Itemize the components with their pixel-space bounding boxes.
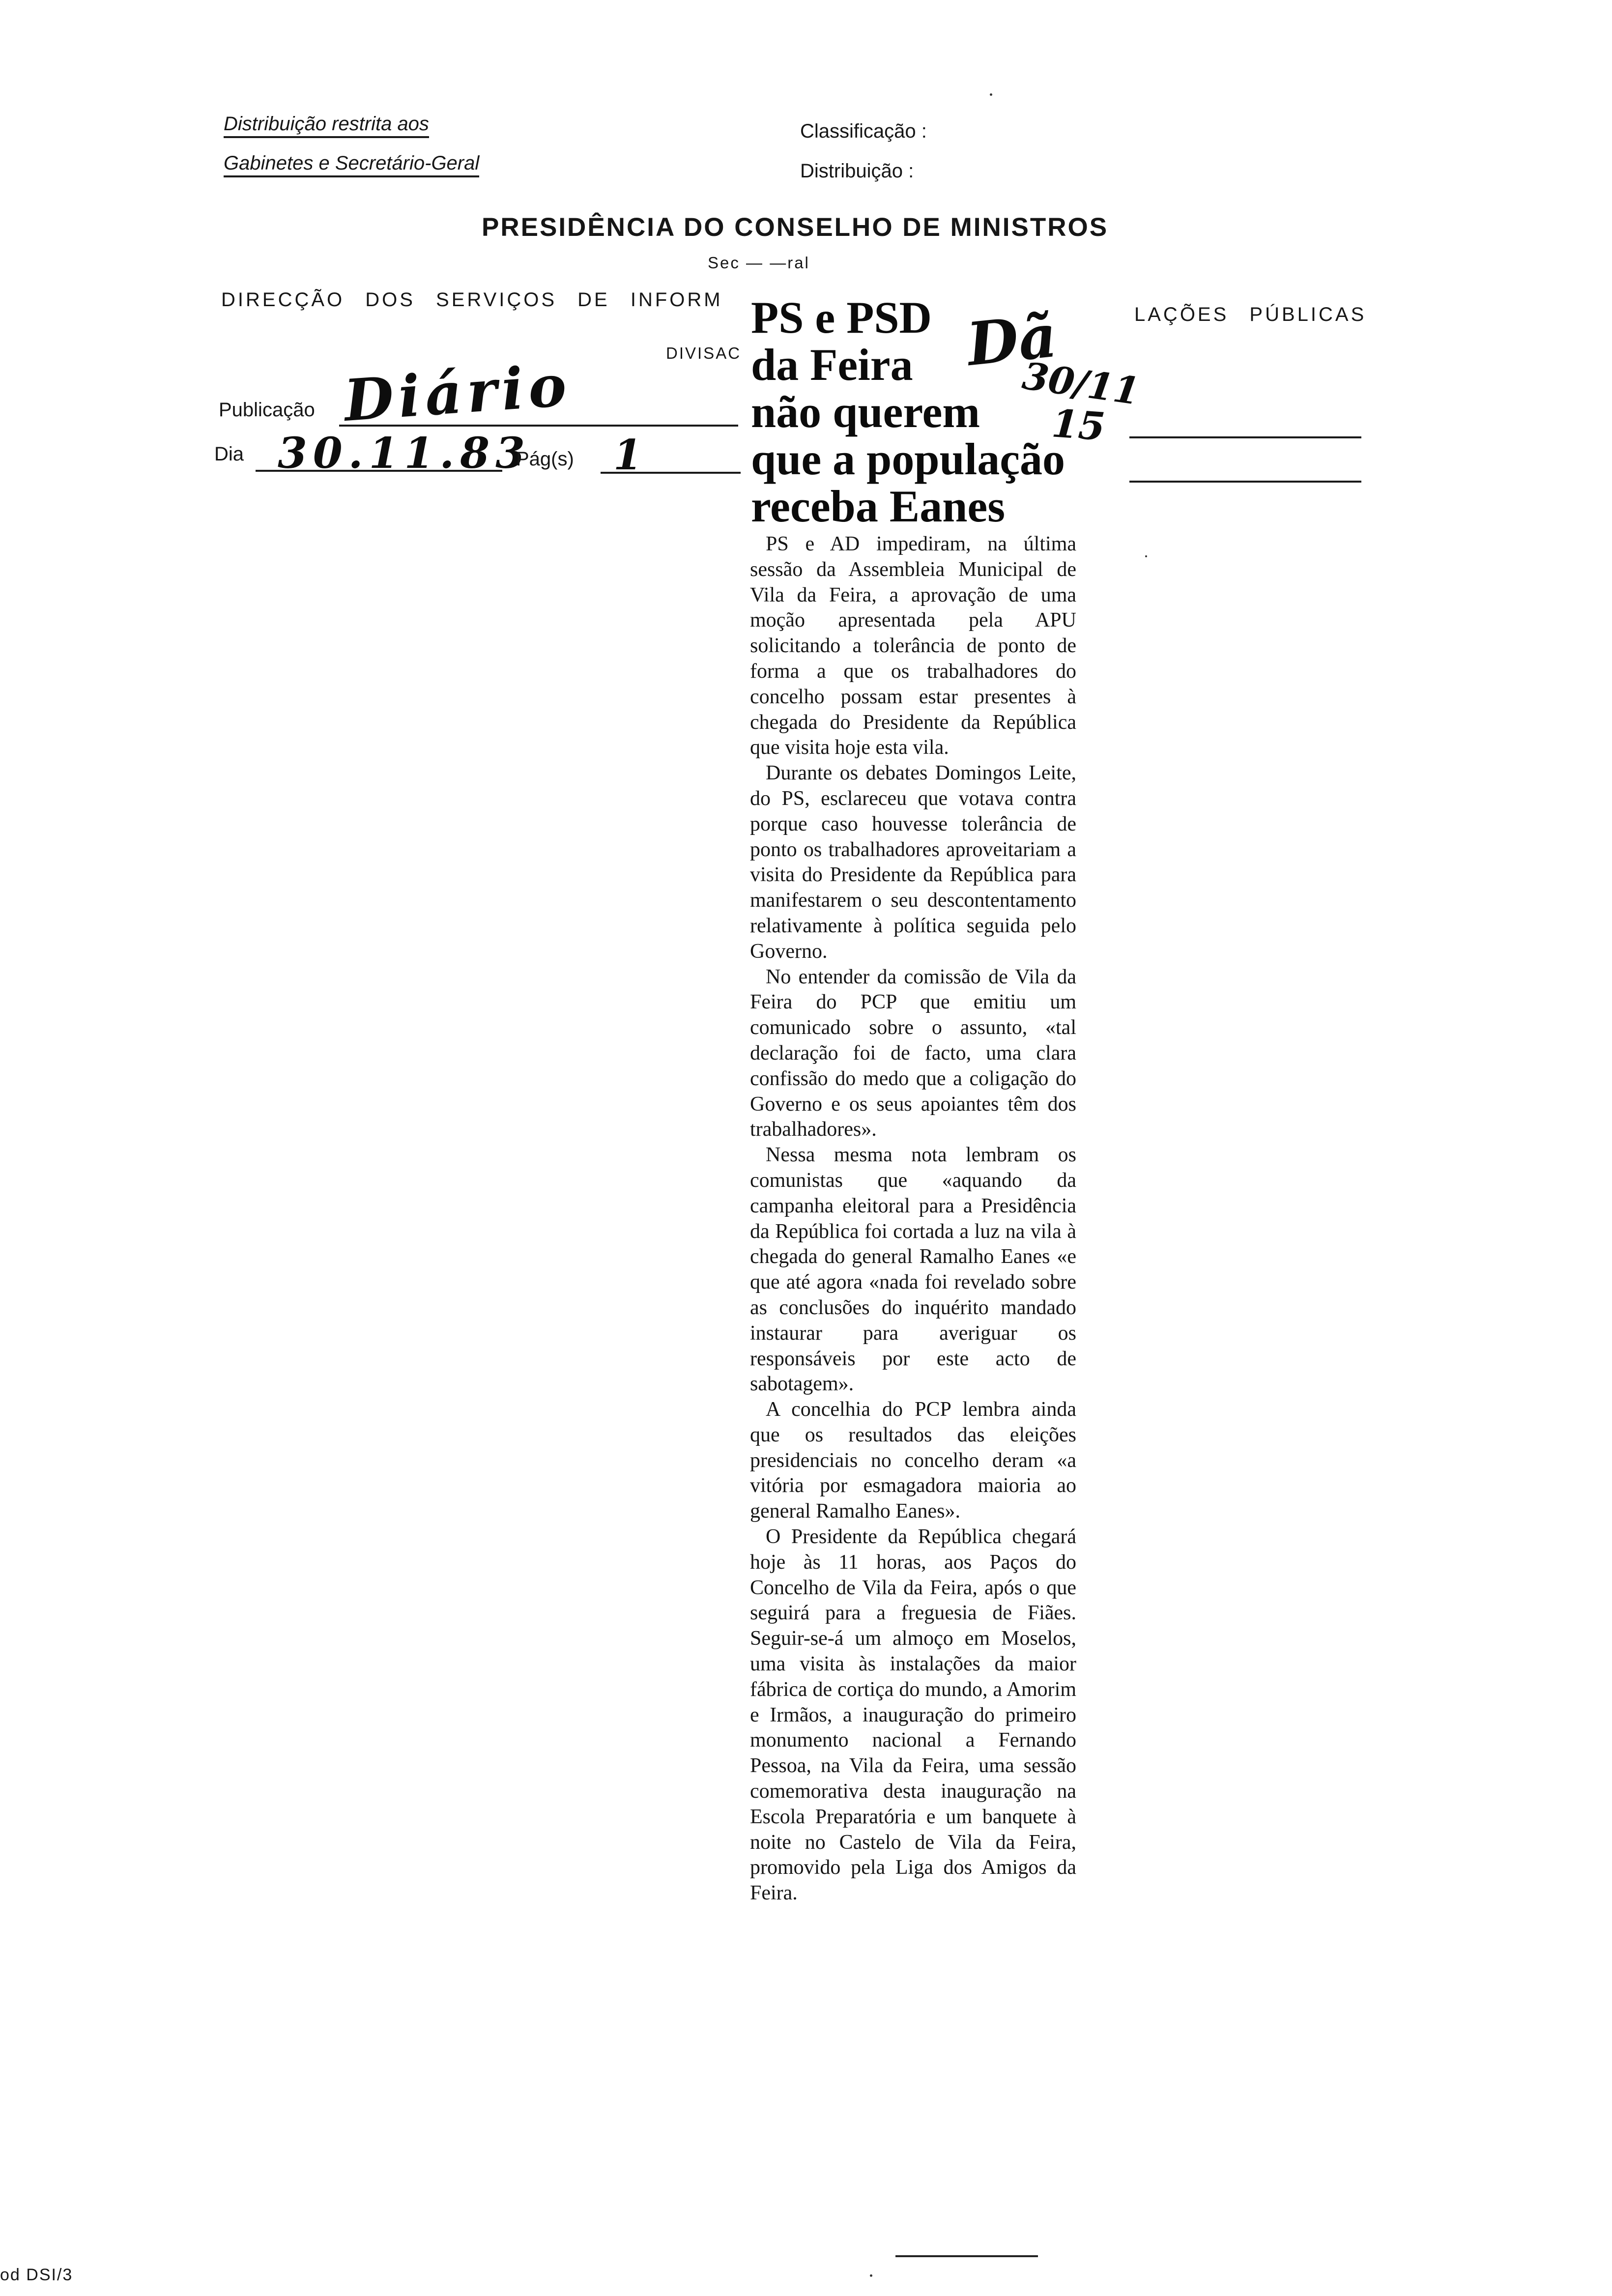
article-paragraph-3: No entender da comissão de Vila da Feira do PCP que emitiu um comunicado sobre o assunto, «tal declaração foi de facto, uma clara confissão do medo que a coligação do Governo e os seus apoiantes têm dos trabalhadores». bbox=[750, 965, 1076, 1141]
divisao-fragment: DIVISAC bbox=[666, 344, 742, 362]
handwritten-initials: Dã bbox=[964, 301, 1060, 380]
article-end-rule bbox=[895, 2255, 1038, 2257]
dia-label: Dia bbox=[214, 443, 244, 465]
right-form-line-1 bbox=[1129, 436, 1361, 438]
article-body bbox=[750, 532, 1076, 1906]
footer-form-code: od DSI/3 bbox=[0, 2266, 73, 2284]
handwritten-number: 15 bbox=[1050, 401, 1107, 450]
distribuicao-label: Distribuição : bbox=[800, 160, 914, 182]
scan-speck bbox=[1145, 555, 1147, 557]
dia-handwritten-value: 30.11.83 bbox=[278, 429, 531, 478]
headline-line-3: não querem bbox=[751, 387, 980, 437]
article-paragraph-6: O Presidente da República chegará hoje às 11 horas, aos Paços do Concelho de Vila da Feira, após o que seguirá para a freguesia de Fiães. Seguir-se-á um almoço em Moselos, uma visita às instalações da maior fábrica de cortiça do mundo, a Amorim e Irmãos, a inauguração do primeiro monumento nacional a Fernando Pessoa, na Vila da Feira, uma sessão comemorativa desta inauguração na Escola Preparatória e um banquete à noite no Castelo de Vila da Feira, promovido pela Liga dos Amigos da Feira. bbox=[750, 1525, 1076, 1905]
article-paragraph-4: Nessa mesma nota lembram os comunistas que «aquando da campanha eleitoral para a Presidência da República foi cortada a luz na vila à chegada do general Ramalho Eanes «e que até agora «nada foi revelado sobre as conclusões do inquérito mandado instaurar para averiguar os responsáveis por este acto de sabotagem». bbox=[750, 1144, 1076, 1396]
pags-label: Pág(s) bbox=[516, 448, 574, 470]
article-headline bbox=[751, 294, 1105, 530]
headline-line-2: da Feira bbox=[751, 340, 913, 390]
headline-line-4: que a população bbox=[751, 434, 1065, 484]
direccao-label-left: DIRECÇÃO DOS SERVIÇOS DE INFORM bbox=[221, 289, 723, 311]
pags-handwritten-value: 1 bbox=[613, 430, 642, 479]
publicacao-label: Publicação bbox=[219, 399, 315, 421]
distribution-line-2: Gabinetes e Secretário-Geral bbox=[224, 152, 479, 177]
article-paragraph-2: Durante os debates Domingos Leite, do PS, esclareceu que votava contra porque caso houvesse tolerância de ponto os trabalhadores aproveitariam a visita do Presidente da República para manifestarem o seu descontentamento relativamente à política seguida pelo Governo. bbox=[750, 762, 1076, 963]
publicacao-handwritten-value: Diário bbox=[342, 352, 574, 434]
scan-speck bbox=[990, 93, 992, 96]
direccao-label-right: LAÇÕES PÚBLICAS bbox=[1134, 304, 1367, 325]
article-paragraph-1: PS e AD impediram, na última sessão da Assembleia Municipal de Vila da Feira, a aprovação de uma moção apresentada pela APU solicitando a tolerância de ponto de forma a que os trabalhadores do concelho possam estar presentes à chegada do Presidente da República que visita hoje esta vila. bbox=[750, 533, 1076, 759]
right-form-line-2 bbox=[1129, 481, 1361, 483]
page-title: PRESIDÊNCIA DO CONSELHO DE MINISTROS bbox=[482, 213, 1109, 242]
secretaria-fragment: Sec — —ral bbox=[708, 254, 810, 272]
distribution-line-1: Distribuição restrita aos bbox=[224, 113, 429, 138]
headline-line-5: receba Eanes bbox=[751, 481, 1006, 531]
handwritten-date-note: 30/11 bbox=[1019, 353, 1143, 414]
headline-line-1: PS e PSD bbox=[751, 292, 932, 343]
scan-speck bbox=[870, 2274, 872, 2277]
article-paragraph-5: A concelhia do PCP lembra ainda que os resultados das eleições presidenciais no concelho deram «a vitória por esmagadora maioria ao general Ramalho Eanes». bbox=[750, 1398, 1076, 1523]
classificacao-label: Classificação : bbox=[800, 120, 927, 142]
